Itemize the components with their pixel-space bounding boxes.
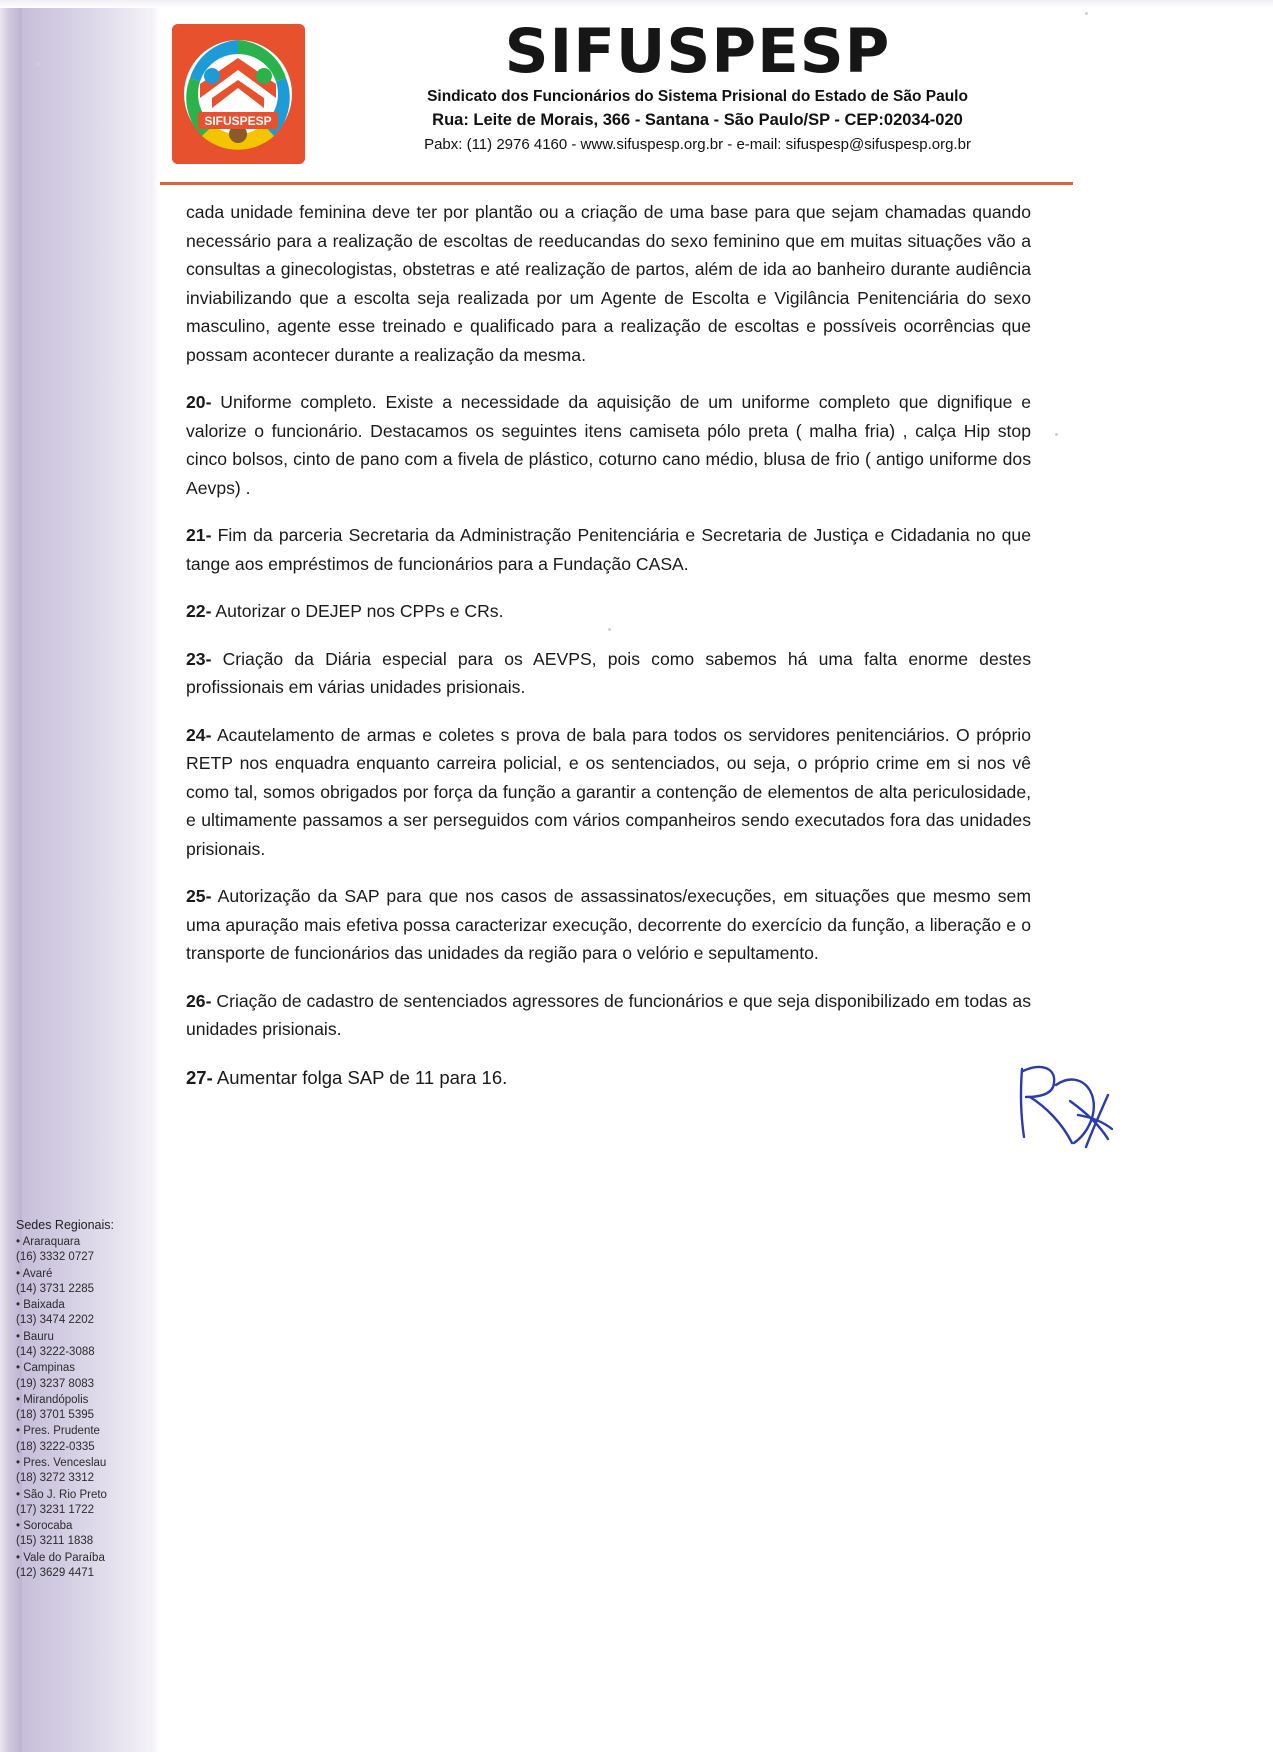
scan-speck: [1085, 12, 1088, 15]
paragraph-item-27: [186, 1063, 1031, 1093]
item-text-26: Criação de cadastro de sentenciados agressores de funcionários e que seja disponibilizado em todas as unidades prisionais.: [186, 990, 1031, 1039]
sede-phone: (18) 3222-0335: [16, 1440, 95, 1453]
scan-speck: [608, 628, 611, 631]
paragraph-item-26: [186, 987, 1031, 1044]
sifuspesp-logo: [172, 24, 305, 164]
item-number-27: 27-: [186, 1066, 213, 1088]
sede-phone: (19) 3237 8083: [16, 1377, 95, 1390]
paragraph-item-23: [186, 645, 1031, 702]
handwritten-signature: [1012, 1055, 1122, 1160]
letterhead-text: [325, 16, 1070, 154]
sede-phone: (14) 3222-3088: [16, 1345, 95, 1358]
paragraph-item-21: [186, 521, 1031, 578]
paragraph-intro: cada unidade feminina deve ter por plantão ou a criação de uma base para que sejam chamadas quando necessário para a realização de escoltas de reeducandas do sexo feminino que em muitas situações vão a consultas a ginecologistas, obstetras e até realização de partos, além de ida ao banheiro durante audiência inviabilizando que a escolta seja realizada por um Agente de Escolta e Vigilância Penitenciária do sexo masculino, agente esse treinado e qualificado para a realização de escoltas e possíveis ocorrências que possam acontecer durante a realização da mesma.: [186, 202, 1031, 365]
signature-ink: [1012, 1055, 1122, 1160]
item-text-21: Fim da parceria Secretaria da Administração Penitenciária e Secretaria de Justiça e Cidadania no que tange aos empréstimos de funcionários para a Fundação CASA.: [186, 525, 1031, 574]
sede-name: • Baixada: [16, 1299, 65, 1312]
item-number-20: 20-: [186, 392, 212, 412]
org-contact: Pabx: (11) 2976 4160 - www.sifuspesp.org.br - e-mail: sifuspesp@sifuspesp.org.br: [424, 136, 971, 154]
logo-graphic: [172, 24, 305, 164]
sede-name: • Avaré: [16, 1267, 53, 1280]
paragraph-item-20: [186, 388, 1031, 502]
sede-name: • Vale do Paraíba: [16, 1551, 105, 1564]
sede-phone: (16) 3332 0727: [16, 1251, 95, 1264]
item-text-25: Autorização da SAP para que nos casos de assassinatos/execuções, em situações que mesmo sem uma apuração mais efetiva possa caracterizar execução, decorrente do exercício da função, a liberação e o transporte de funcionários das unidades da região para o velório e sepultamento.: [186, 886, 1031, 963]
regional-offices: [16, 1218, 156, 1582]
sede-phone: (14) 3731 2285: [16, 1282, 95, 1295]
paragraph-item-22: [186, 597, 1031, 626]
scan-speck: [36, 62, 40, 66]
sede-name: • Sorocaba: [16, 1520, 73, 1533]
org-title: SIFUSPESP: [504, 16, 891, 87]
document-body: [186, 198, 1031, 1111]
paragraph-item-25: [186, 882, 1031, 968]
regional-offices-title: Sedes Regionais:: [16, 1218, 114, 1232]
sede-name: • Araraquara: [16, 1236, 81, 1248]
sede-phone: (15) 3211 1838: [16, 1535, 94, 1548]
org-subtitle: Sindicato dos Funcionários do Sistema Prisional do Estado de São Paulo: [427, 88, 968, 106]
sede-phone: (18) 3272 3312: [16, 1472, 95, 1485]
sede-name: • Campinas: [16, 1362, 75, 1375]
item-text-22: Autorizar o DEJEP nos CPPs e CRs.: [211, 601, 504, 621]
letterhead: [160, 14, 1080, 179]
item-text-24: Acautelamento de armas e coletes s prova de bala para todos os servidores penitenciários. O próprio RETP nos enquadra enquanto carreira policial, e os sentenciados, ou seja, o próprio crime em si nos vê como tal, somos obrigados por força da função a garantir a contenção de elementos de alta periculosidade, e ultimamente passamos a ser perseguidos com vários companheiros sendo executados fora das unidades prisionais.: [186, 724, 1031, 859]
scan-speck: [1055, 433, 1058, 436]
org-address: Rua: Leite de Morais, 366 - Santana - São Paulo/SP - CEP:02034-020: [432, 111, 963, 130]
item-text-27: Aumentar folga SAP de 11 para 16.: [212, 1066, 508, 1088]
item-number-24: 24-: [186, 724, 212, 745]
sede-name: • Pres. Venceslau: [16, 1456, 107, 1469]
item-number-25: 25-: [186, 886, 212, 906]
header-divider: [160, 182, 1073, 185]
sede-phone: (18) 3701 5395: [16, 1409, 95, 1422]
sede-name: • Mirandópolis: [16, 1393, 89, 1406]
item-number-23: 23-: [186, 648, 212, 669]
item-text-23: Criação da Diária especial para os AEVPS, pois como sabemos há uma falta enorme destes profissionais em várias unidades prisionais.: [186, 648, 1031, 697]
sede-name: • Bauru: [16, 1330, 54, 1343]
sede-phone: (12) 3629 4471: [16, 1566, 95, 1579]
item-number-26: 26-: [186, 990, 212, 1011]
item-number-22: 22-: [186, 601, 212, 621]
paragraph-item-24: [186, 721, 1031, 864]
sede-name: • Pres. Prudente: [16, 1425, 100, 1438]
item-number-21: 21-: [186, 525, 212, 545]
svg-text:SIFUSPESP: SIFUSPESP: [204, 114, 272, 128]
scan-top-tint: [0, 0, 1273, 8]
sede-phone: (17) 3231 1722: [16, 1503, 95, 1516]
sede-phone: (13) 3474 2202: [16, 1314, 95, 1327]
sede-name: • São J. Rio Preto: [16, 1488, 107, 1501]
item-text-20: Uniforme completo. Existe a necessidade da aquisição de um uniforme completo que dignifique e valorize o funcionário. Destacamos os seguintes itens camiseta pólo preta ( malha fria) , calça Hip stop cinco bolsos, cinto de pano com a fivela de plástico, coturno cano médio, blusa de frio ( antigo uniforme dos Aevps) .: [186, 392, 1031, 498]
